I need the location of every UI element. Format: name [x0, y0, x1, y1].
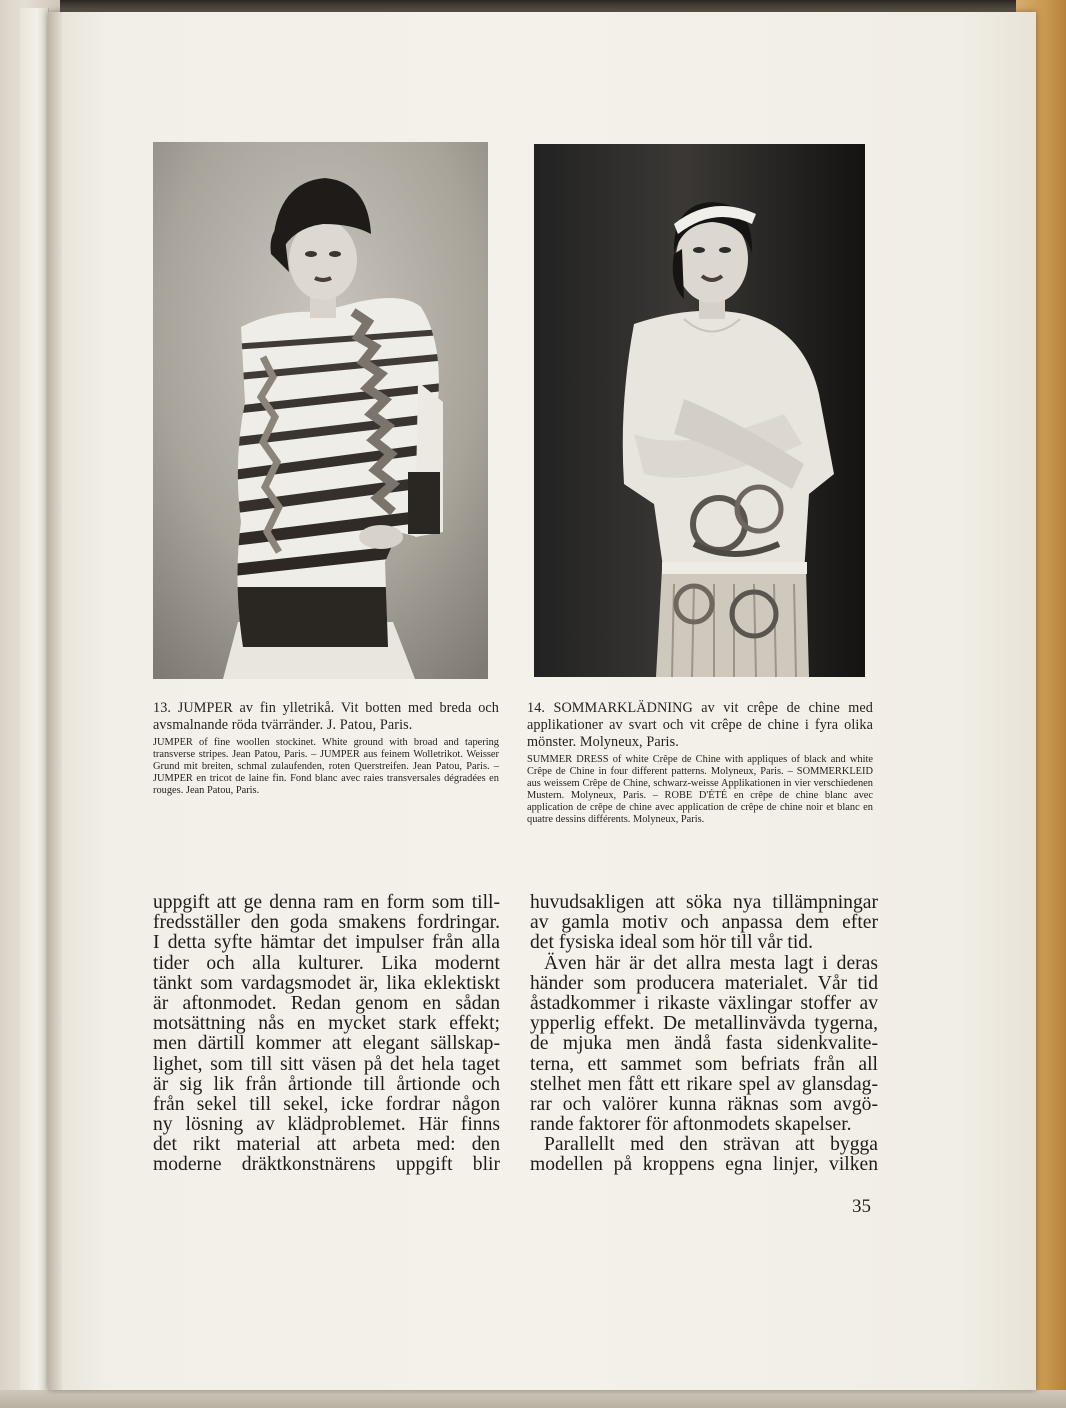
text-line: är sig lik från årtionde till årtionde och — [153, 1073, 500, 1095]
text-line: av gamla motiv och anpassa dem efter — [530, 912, 878, 934]
body-column-left — [153, 893, 500, 1176]
text-line: ny lösning av klädproblemet. Här finns — [153, 1114, 500, 1136]
caption-13-translations: JUMPER of fine woollen stockinet. White ground with broad and tapering transverse stripes. Jean Patou, Paris. – JUMPER aus feinem Wolletrikot. Weisser Grund mit breiten, schmal zulaufenden, roten Querstreifen. Jean Patou, Paris. – JUMPER en tricot de laine fin. Fond blanc avec raies transversales dégradées en rouges. Jean Patou, Paris. — [153, 737, 499, 797]
background-bottom — [0, 1390, 1066, 1408]
text-line: huvudsakligen att söka nya tillämpningar — [530, 892, 878, 913]
text-line: Även här är det allra mesta lagt i deras — [544, 952, 878, 974]
text-line: stelhet men fått ett rikare spel av glansdag- — [530, 1073, 878, 1095]
text-line: det rikt material att arbeta med: den — [153, 1134, 500, 1156]
text-line: tänkt som vardagsmodet är, lika eklektiskt — [153, 972, 500, 994]
previous-page-edge — [20, 8, 49, 1398]
text-line: fredsställer den goda smakens fordringar. — [153, 912, 500, 934]
page-binding-shadow — [48, 12, 62, 1390]
text-line: rande faktorer för aftonmodets skapelser. — [530, 1114, 852, 1136]
text-line: I detta syfte hämtar det impulser från alla — [153, 932, 500, 954]
text-line: motsättning nås en mycket stark effekt; — [153, 1013, 500, 1035]
page-number: 35 — [852, 1196, 871, 1217]
body-column-right — [530, 893, 878, 1176]
caption-13-swedish: 13. JUMPER av fin ylletrikå. Vit botten med breda och avsmalnande röda tvärränder. J. Patou, Paris. — [153, 700, 499, 733]
text-line: modellen på kroppens egna linjer, vilken — [530, 1154, 878, 1176]
caption-14 — [527, 700, 873, 827]
text-line: moderne dräktkonstnärens uppgift blir — [153, 1154, 500, 1176]
text-line: tider och alla kulturer. Lika modernt — [153, 952, 500, 974]
caption-13 — [153, 700, 499, 797]
caption-14-swedish: 14. SOMMARKLÄDNING av vit crêpe de chine med applikationer av svart och vit crêpe de chine i fyra olika mönster. Molyneux, Paris. — [527, 700, 873, 750]
text-line: men därtill kommer att elegant sällskap- — [153, 1033, 500, 1055]
photo-summer-dress — [534, 144, 865, 677]
photo-jumper — [153, 142, 488, 679]
text-line: det fysiska ideal som hör till vår tid. — [530, 932, 813, 954]
text-line: de mjuka men ändå fasta sidenkvalite- — [530, 1033, 878, 1055]
text-line: Parallellt med den strävan att bygga — [544, 1134, 878, 1156]
text-line: lighet, som till sitt väsen på det hela taget — [153, 1053, 500, 1075]
text-line: är aftonmodet. Redan genom en sådan — [153, 992, 500, 1014]
text-line: terna, ett sammet som befriats från all — [530, 1053, 878, 1075]
text-line: händer som producera materialet. Vår tid — [530, 972, 878, 994]
text-line: ypperlig effekt. De metallinvävda tygerna, — [530, 1013, 878, 1035]
text-line: uppgift att ge denna ram en form som till- — [153, 892, 500, 913]
text-line: åstadkommer i rikaste växlingar stoffer av — [530, 992, 878, 1014]
text-line: rar och valörer kunna räknas som avgö- — [530, 1093, 878, 1115]
text-line: från sekel till sekel, icke fordrar någon — [153, 1093, 500, 1115]
caption-14-translations: SUMMER DRESS of white Crêpe de Chine with appliques of black and white Crêpe de Chine in four different patterns. Molyneux, Paris. – SOMMERKLEID aus weissem Crêpe de Chine, schwarz-weisse Applikationen in vier verschiedenen Mustern. Molyneux, Paris. – ROBE D'ÉTÉ en crêpe de chine blanc avec application de crêpe de chine avec application de crêpe de chine noir et blanc en quatre dessins différents. Molyneux, Paris. — [527, 754, 873, 826]
